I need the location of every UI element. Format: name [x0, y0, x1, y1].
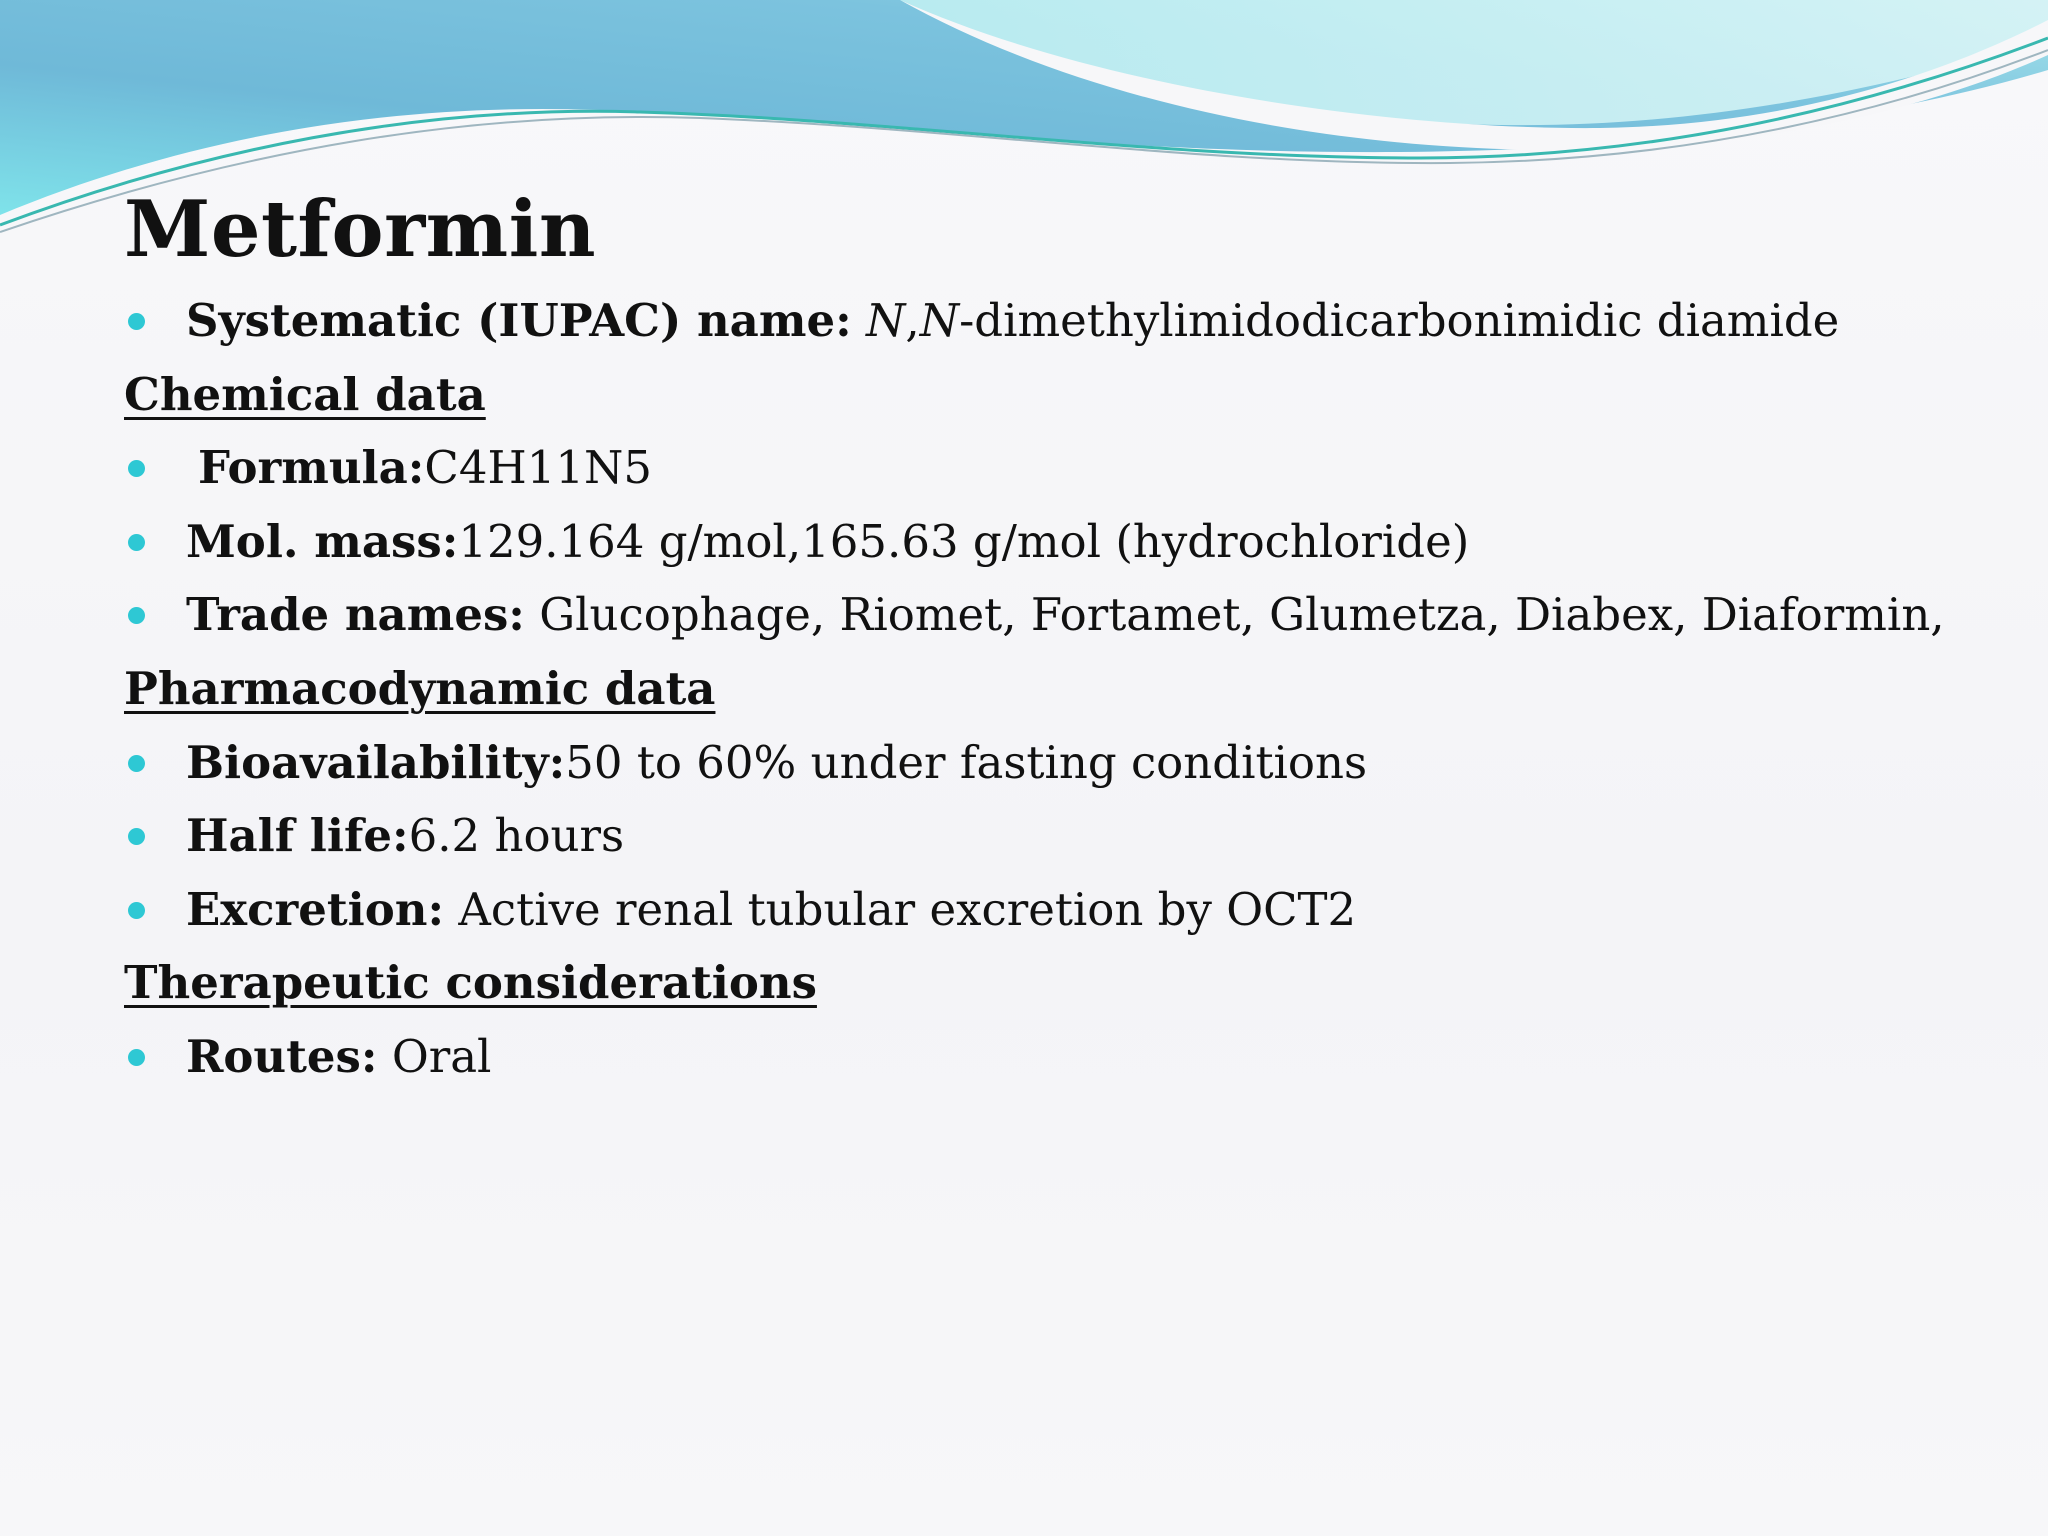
- excretion-label: Excretion:: [186, 882, 445, 936]
- bioavailability-label: Bioavailability:: [186, 735, 566, 789]
- bullet-icon: [128, 828, 145, 845]
- mol-mass-label: Mol. mass:: [186, 514, 459, 568]
- formula-label: Formula:: [198, 441, 425, 495]
- bullet-icon: [128, 534, 145, 551]
- trade-names-label: Trade names:: [186, 588, 525, 642]
- iupac-rest: -dimethylimidodicarbonimidic diamide: [959, 294, 1840, 347]
- iupac-n2: N: [919, 294, 960, 347]
- trade-names-value: Glucophage, Riomet, Fortamet, Glumetza, Diabex, Diaformin,: [539, 588, 1945, 642]
- bullet-icon: [128, 313, 145, 330]
- list-item-mol-mass: [124, 505, 2004, 579]
- formula-value: C4H11N5: [424, 441, 652, 495]
- heading-chemical-data: Chemical data: [124, 367, 486, 421]
- list-item-excretion: [124, 873, 2004, 947]
- list-item-formula: [124, 431, 2004, 505]
- iupac-comma: ,: [905, 294, 920, 347]
- list-item-bioavailability: [124, 726, 2004, 800]
- bullet-icon: [128, 1049, 145, 1066]
- routes-value: Oral: [391, 1029, 492, 1083]
- bullet-icon: [128, 755, 145, 772]
- bioavailability-value: 50 to 60% under fasting conditions: [565, 735, 1368, 789]
- bullet-icon: [128, 607, 145, 624]
- bullet-icon: [128, 902, 145, 919]
- heading-therapeutic-considerations: Therapeutic considerations: [124, 956, 817, 1010]
- list-item-routes: [124, 1020, 2004, 1094]
- list-item-iupac: [124, 284, 2004, 358]
- half-life-value: 6.2 hours: [408, 809, 625, 863]
- slide-content: [124, 284, 2004, 1094]
- routes-label: Routes:: [186, 1029, 378, 1083]
- bullet-icon: [128, 460, 145, 477]
- iupac-label: Systematic (IUPAC) name:: [186, 294, 852, 347]
- mol-mass-value: 129.164 g/mol,165.63 g/mol (hydrochloride): [458, 514, 1470, 568]
- slide-title: Metformin: [124, 184, 597, 275]
- excretion-value: Active renal tubular excretion by OCT2: [458, 882, 1357, 936]
- list-item-half-life: [124, 799, 2004, 873]
- heading-pharmacodynamic-data: Pharmacodynamic data: [124, 661, 716, 715]
- half-life-label: Half life:: [186, 809, 409, 863]
- iupac-n1: N: [866, 294, 906, 347]
- list-item-trade-names: [124, 578, 2004, 652]
